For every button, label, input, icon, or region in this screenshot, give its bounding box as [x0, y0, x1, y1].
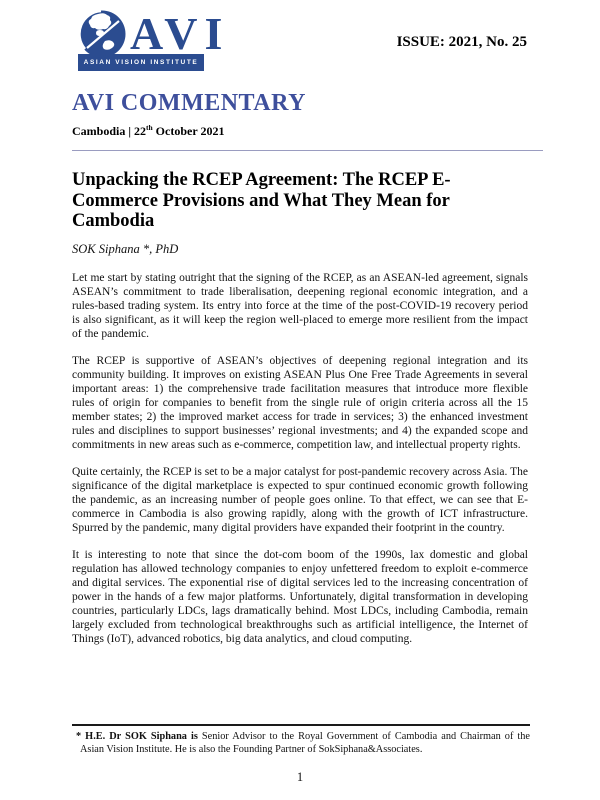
paragraph-1: Let me start by stating outright that the signing of the RCEP, as an ASEAN-led agreement, signals ASEAN’s commitment to trade liberalisation, deepening regional economic integration, and a rules-based trading system. Its entry into force at the time of the post-COVID-19 recovery period is also significant, as it will keep the region well-placed to emerge more resilient from the impact of the pandemic.	[72, 271, 528, 340]
avi-logo	[78, 10, 238, 71]
paragraph-3: Quite certainly, the RCEP is set to be a major catalyst for post-pandemic recovery across Asia. The significance of the digital marketplace is expected to spur continued economic growth following the pandemic, as an increasing number of people goes online. To that effect, we can see that E-commerce in Cambodia is also growing rapidly, along with the growth of ICT infrastructure. Spurred by the pandemic, many digital providers have expanded their footprint in the country.	[72, 465, 528, 534]
paragraph-2: The RCEP is supportive of ASEAN’s objectives of deepening regional integration and its community building. It improves on existing ASEAN Plus One Free Trade Agreements in several important areas: 1) the comprehensive trade facilitation measures that introduce more flexible rules of origin for companies to benefit from the single rule of origin criteria across all the 15 member states; 2) the improved market access for trade in services; 3) the enhanced investment rules and disciplines to support businesses’ regional investments; and 4) the expanded scope and commitments in new areas such as e-commerce, competition law, and intellectual property rights.	[72, 354, 528, 451]
date-ordinal: th	[146, 123, 153, 132]
article-author: SOK Siphana *, PhD	[72, 241, 179, 256]
article-title: Unpacking the RCEP Agreement: The RCEP E-Commerce Provisions and What They Mean for Cambodia	[72, 170, 451, 231]
footnote	[72, 724, 530, 756]
article	[72, 170, 528, 646]
logo-acronym: AVI	[130, 8, 230, 59]
masthead-title: AVI COMMENTARY	[72, 90, 306, 116]
globe-icon	[78, 10, 126, 58]
paragraph-4: It is interesting to note that since the dot-com boom of the 1990s, lax domestic and global regulation has allowed technology companies to enjoy unfettered freedom to exploit e-commerce and digital services. The exponential rise of digital services led to the increasing concentration of power in the hands of a few major platforms. Unfortunately, digital transformation in developing countries, particularly LDCs, lags dramatically behind. Most LDCs, including Cambodia, remain largely excluded from technological breakthroughs such as artificial intelligence, the Internet of Things (IoT), advanced robotics, big data analytics, and cloud computing.	[72, 548, 528, 645]
page-number: 1	[296, 770, 304, 784]
footnote-author-bold: * H.E. Dr SOK Siphana is	[76, 731, 202, 742]
masthead-dateline	[72, 123, 224, 139]
date-suffix: October 2021	[152, 124, 225, 138]
issue-number: ISSUE: 2021, No. 25	[396, 34, 527, 50]
footnote-body: Senior Advisor to the Royal Government of Cambodia and Chairman of the Asian Vision Institute. He is also the Founding Partner of SokSiphana&Associates.	[80, 731, 530, 755]
logo-tagline: ASIAN VISION INSTITUTE	[78, 54, 204, 71]
footnote-text	[72, 731, 530, 756]
masthead-divider	[72, 150, 543, 151]
date-prefix: Cambodia | 22	[72, 124, 146, 138]
